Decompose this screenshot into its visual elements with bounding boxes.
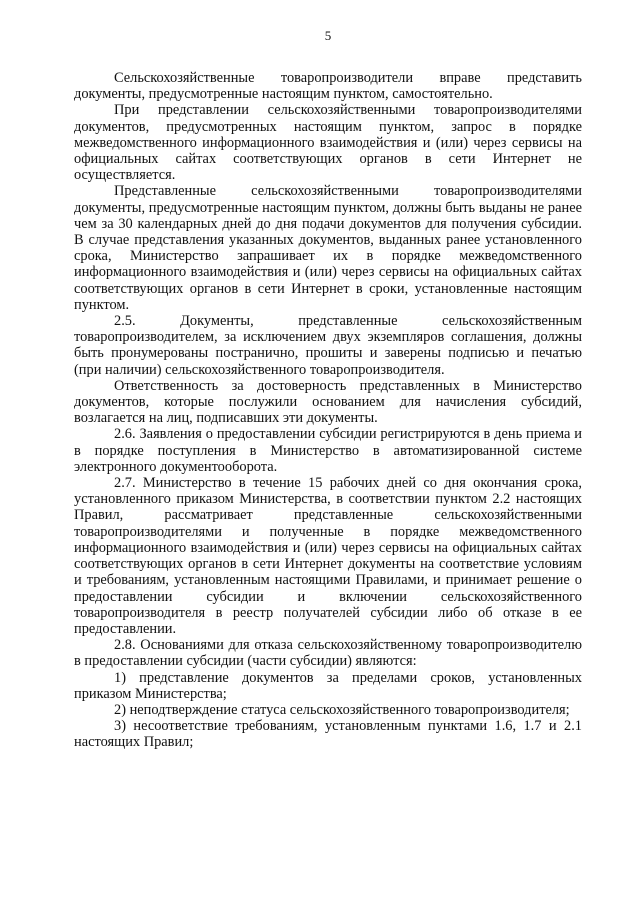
- paragraph: 2.7. Министерство в течение 15 рабочих дней со дня окончания срока, установленного приказом Министерства, в соответствии пунктом 2.2 настоящих Правил, рассматривает представленные сельскохозяйственными товаропроизводителями и полученные в порядке межведомственного информационного взаимодействия и (или) через сервисы на официальных сайтах соответствующих органов в сети Интернет документы на соответствие условиям и требованиям, установленным настоящими Правилами, и принимает решение о предоставлении субсидии и включении сельскохозяйственного товаропроизводителя в реестр получателей субсидии либо об отказе в ее предоставлении.: [74, 475, 582, 637]
- document-body: [74, 70, 582, 751]
- paragraph: Представленные сельскохозяйственными товаропроизводителями документы, предусмотренные настоящим пунктом, должны быть выданы не ранее чем за 30 календарных дней до дня подачи документов для получения субсидии. В случае представления указанных документов, выданных ранее установленного срока, Министерство запрашивает их в порядке межведомственного информационного взаимодействия и (или) через сервисы на официальных сайтах соответствующих органов в сети Интернет в сроки, установленные настоящим пунктом.: [74, 183, 582, 313]
- list-item: 1) представление документов за пределами сроков, установленных приказом Министерства;: [74, 669, 582, 702]
- paragraph: При представлении сельскохозяйственными товаропроизводителями документов, предусмотренных настоящим пунктом, запрос в порядке межведомственного информационного взаимодействия и (или) через сервисы на официальных сайтах соответствующих органов в сети Интернет не осуществляется.: [74, 102, 582, 184]
- list-item: 3) несоответствие требованиям, установленным пунктами 1.6, 1.7 и 2.1 настоящих Правил;: [74, 718, 582, 751]
- page-number: 5: [324, 28, 332, 43]
- list-item: 2) неподтверждение статуса сельскохозяйственного товаропроизводителя;: [114, 701, 570, 718]
- paragraph: 2.5. Документы, представленные сельскохозяйственным товаропроизводителем, за исключением двух экземпляров соглашения, должны быть пронумерованы постранично, прошиты и заверены подписью и печатью (при наличии) сельскохозяйственного товаропроизводителя.: [74, 313, 582, 378]
- paragraph: Ответственность за достоверность представленных в Министерство документов, которые послужили основанием для начисления субсидий, возлагается на лиц, подписавших эти документы.: [74, 377, 582, 427]
- paragraph: Сельскохозяйственные товаропроизводители вправе представить документы, предусмотренные настоящим пунктом, самостоятельно.: [74, 70, 582, 103]
- paragraph: 2.8. Основаниями для отказа сельскохозяйственному товаропроизводителю в предоставлении субсидии (части субсидии) являются:: [74, 637, 582, 670]
- paragraph: 2.6. Заявления о предоставлении субсидии регистрируются в день приема и в порядке поступления в Министерство в автоматизированной системе электронного документооборота.: [74, 426, 582, 475]
